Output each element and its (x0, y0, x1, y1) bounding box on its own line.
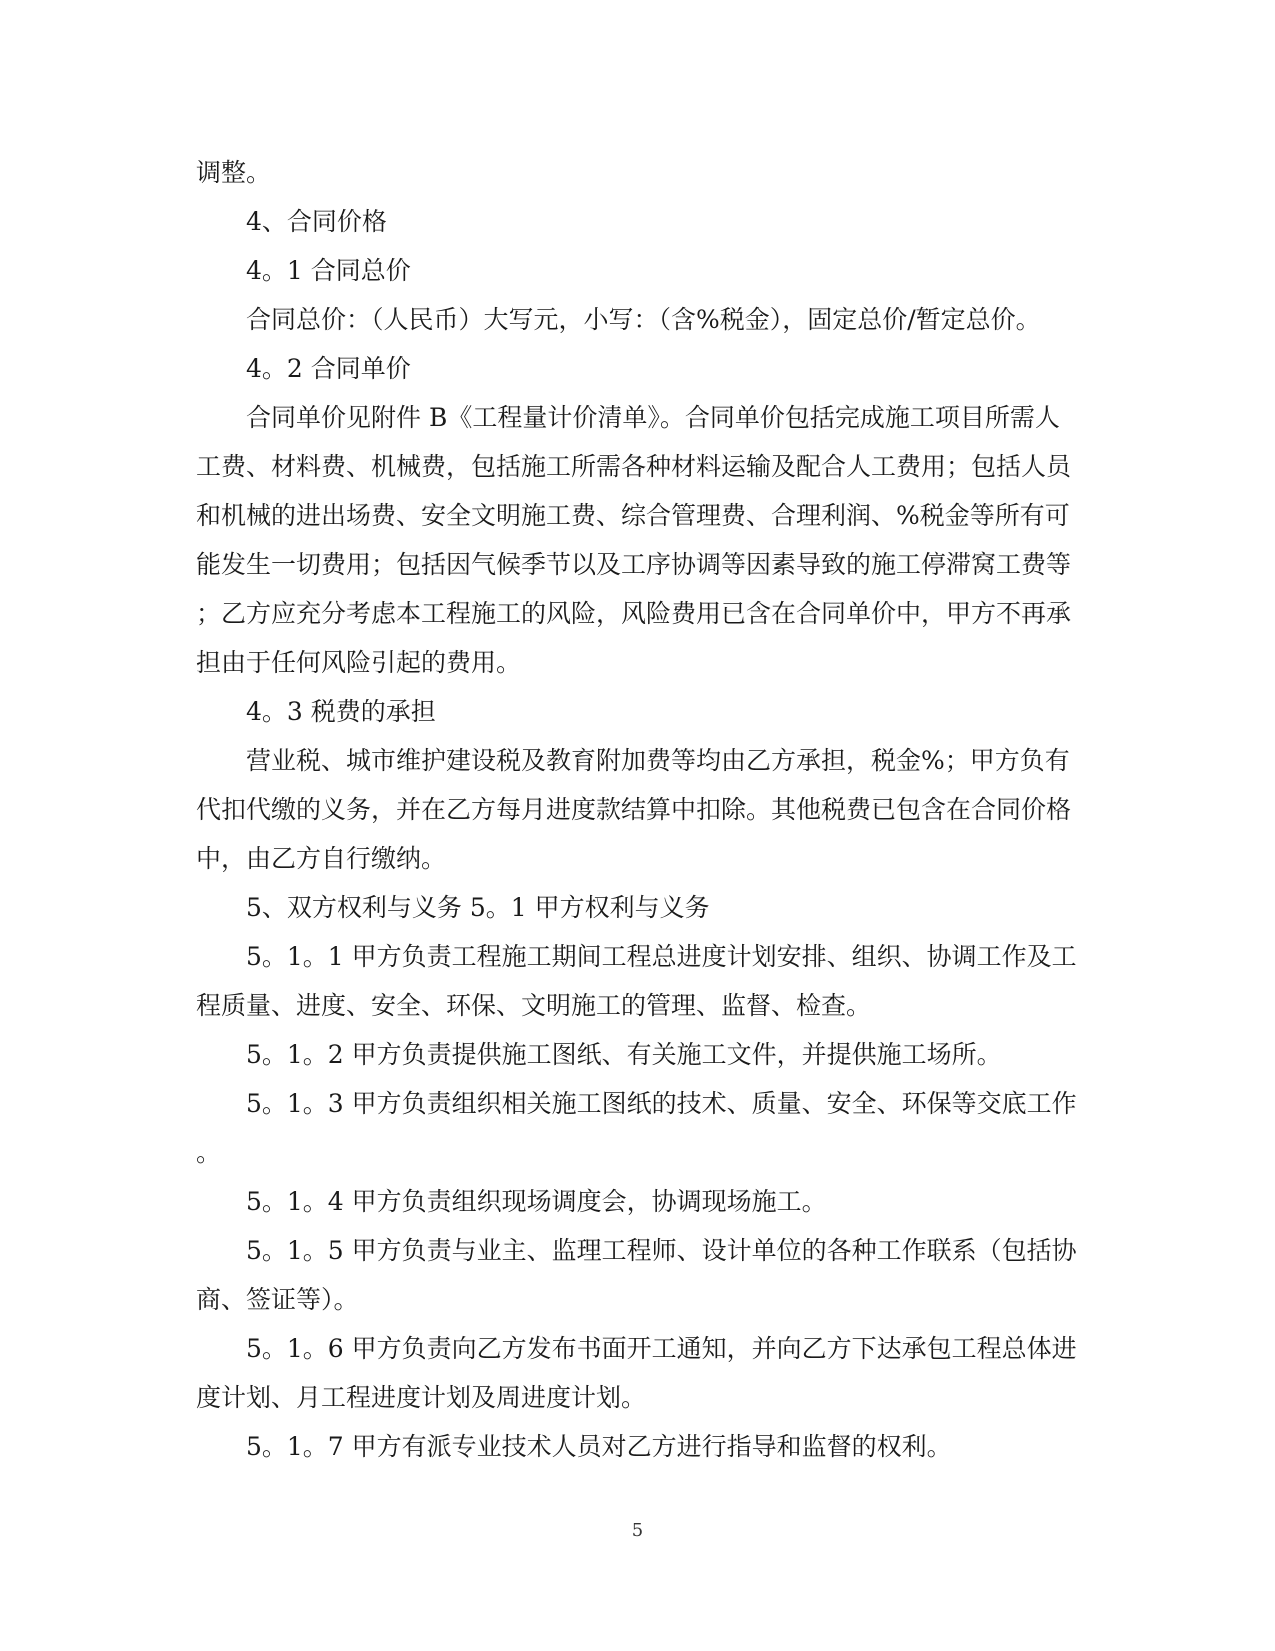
text-line: 4。2 合同单价 (246, 354, 411, 383)
text-line: 调整。 (196, 158, 272, 187)
text-line: 代扣代缴的义务，并在乙方每月进度款结算中扣除。其他税费已包含在合同价格 (196, 795, 1072, 824)
text-line: 。 (196, 1138, 222, 1167)
text-line: 和机械的进出场费、安全文明施工费、综合管理费、合理利润、%税金等所有可 (196, 501, 1070, 530)
text-line: 营业税、城市维护建设税及教育附加费等均由乙方承担，税金%；甲方负有 (246, 746, 1070, 775)
text-line: 5。1。2 甲方负责提供施工图纸、有关施工文件，并提供施工场所。 (246, 1040, 1002, 1069)
text-line: 5、双方权利与义务 5。1 甲方权利与义务 (246, 893, 710, 922)
text-line: 5。1。5 甲方负责与业主、监理工程师、设计单位的各种工作联系（包括协 (246, 1236, 1077, 1265)
text-line: 中，由乙方自行缴纳。 (196, 844, 447, 873)
text-line: 程质量、进度、安全、环保、文明施工的管理、监督、检查。 (196, 991, 872, 1020)
text-line: 商、签证等）。 (196, 1285, 359, 1314)
document-body (196, 148, 1076, 1471)
text-line: 4、合同价格 (246, 207, 387, 236)
text-line: 合同总价：（人民币）大写元，小写：（含%税金），固定总价/暂定总价。 (246, 305, 1041, 334)
text-line: 度计划、月工程进度计划及周进度计划。 (196, 1383, 647, 1412)
text-line: 合同单价见附件 B《工程量计价清单》。合同单价包括完成施工项目所需人 (246, 403, 1060, 432)
text-line: 4。3 税费的承担 (246, 697, 436, 726)
text-line: 5。1。1 甲方负责工程施工期间工程总进度计划安排、组织、协调工作及工 (246, 942, 1077, 971)
text-line: 工费、材料费、机械费，包括施工所需各种材料运输及配合人工费用；包括人员 (196, 452, 1072, 481)
text-line: 5。1。6 甲方负责向乙方发布书面开工通知，并向乙方下达承包工程总体进 (246, 1334, 1077, 1363)
text-line: 5。1。7 甲方有派专业技术人员对乙方进行指导和监督的权利。 (246, 1432, 952, 1461)
text-line: 能发生一切费用；包括因气候季节以及工序协调等因素导致的施工停滞窝工费等 (196, 550, 1072, 579)
text-line: 5。1。3 甲方负责组织相关施工图纸的技术、质量、安全、环保等交底工作 (246, 1089, 1077, 1118)
text-line: 5。1。4 甲方负责组织现场调度会，协调现场施工。 (246, 1187, 827, 1216)
text-line: 担由于任何风险引起的费用。 (196, 648, 522, 677)
text-line: 4。1 合同总价 (246, 256, 411, 285)
page-number: 5 (631, 1520, 644, 1541)
text-line: ；乙方应充分考虑本工程施工的风险，风险费用已含在合同单价中，甲方不再承 (196, 599, 1072, 628)
